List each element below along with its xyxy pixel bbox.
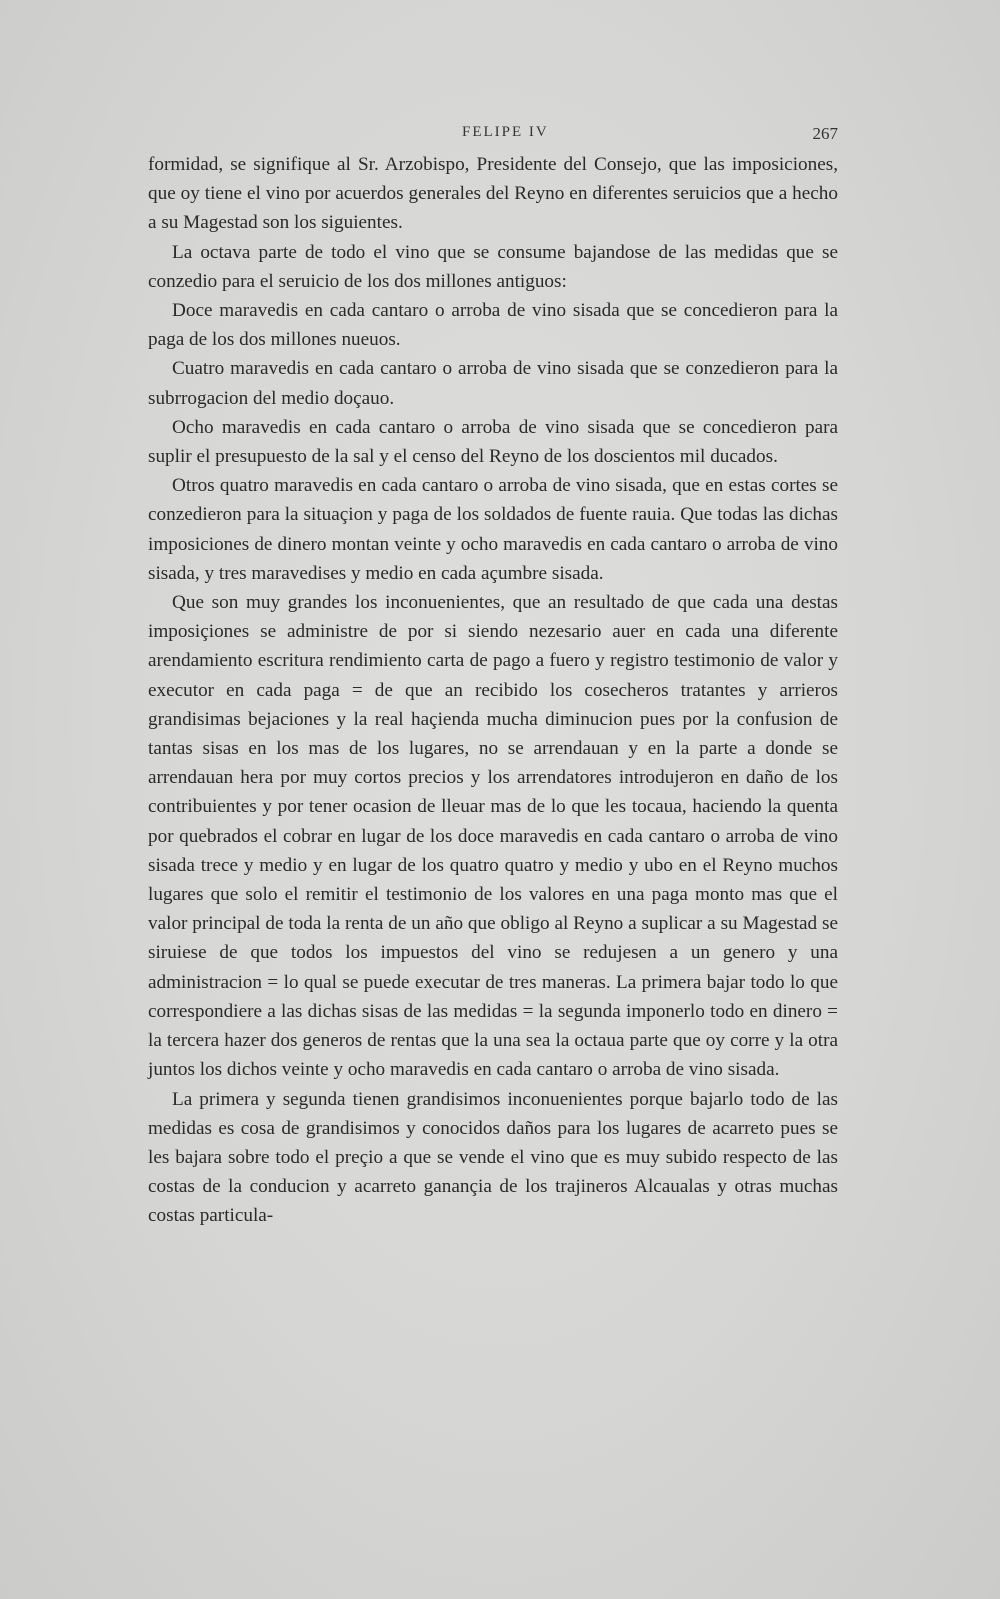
paragraph: Otros quatro maravedis en cada cantaro o arroba de vino sisada, que en estas cortes se conzedieron para la situaçion y paga de los soldados de fuente rauia. Que todas las dichas imposiciones de dinero montan veinte y ocho maravedis en cada cantaro o arroba de vino sisada, y tres maravedises y medio en cada açumbre sisada. xyxy=(148,475,838,584)
page-number: 267 xyxy=(812,124,838,143)
paragraph: Cuatro maravedis en cada cantaro o arroba de vino sisada que se conzedieron para la subrrogacion del medio doçauo. xyxy=(148,358,838,409)
paragraph: formidad, se signifique al Sr. Arzobispo, Presidente del Consejo, que las imposiciones, que oy tiene el vino por acuerdos generales del Reyno en diferentes seruicios que a hecho a su Magestad son los siguientes. xyxy=(148,154,838,234)
body-text xyxy=(148,150,838,1231)
paragraph: La primera y segunda tienen grandisimos inconuenientes porque bajarlo todo de las medidas es cosa de grandisimos y conocidos daños para los lugares de acarreto pues se les bajara sobre todo el preçio a que se vende el vino que es muy subido respecto de las costas de la conducion y acarreto ganançia de los trajineros Alcaualas y otras muchas costas particula- xyxy=(148,1088,838,1227)
paragraph: Ocho maravedis en cada cantaro o arroba de vino sisada que se concedieron para suplir el presupuesto de la sal y el censo del Reyno de los doscientos mil ducados. xyxy=(148,416,838,468)
paragraph: Doce maravedis en cada cantaro o arroba de vino sisada que se concedieron para la paga de los dos millones nueuos. xyxy=(148,300,838,351)
running-head: FELIPE IV xyxy=(462,124,549,140)
page-header xyxy=(148,124,838,148)
paragraph: La octava parte de todo el vino que se consume bajandose de las medidas que se conzedio para el seruicio de los dos millones antiguos: xyxy=(148,241,838,292)
paragraph: Que son muy grandes los inconuenientes, que an resultado de que cada una destas imposiçiones se administre de por si siendo nezesario auer en cada una diferente arendamiento escritura rendimiento carta de pago a fuero y registro testimonio de valor y executor en cada paga = de que an recibido los cosecheros tratantes y arrieros grandisimas bejaciones y la real haçienda mucha diminucion pues por la confusion de tantas sisas en los mas de los lugares, no se arrendauan y en la parte a donde se arrendauan hera por muy cortos precios y los arrendatores introdujeron en daño de los contribuientes y por tener ocasion de lleuar mas de lo que les tocaua, haciendo la quenta por quebrados el cobrar en lugar de los doce maravedis en cada cantaro o arroba de vino sisada trece y medio y en lugar de los quatro quatro y medio y ubo en el Reyno muchos lugares que solo el remitir el testimonio de los valores en una paga monto mas que el valor principal de toda la renta de un año que obligo al Reyno a suplicar a su Magestad se siruiese de que todos los impuestos del vino se redujesen a un genero y una administracion = lo qual se puede executar de tres maneras. La primera bajar todo lo que correspondiere a las dichas sisas de las medidas = la segunda imponerlo todo en dinero = la tercera hazer dos generos de rentas que la una sea la octaua parte que oy corre y la otra juntos los dichos veinte y ocho maravedis en cada cantaro o arroba de vino sisada. xyxy=(148,592,838,1081)
